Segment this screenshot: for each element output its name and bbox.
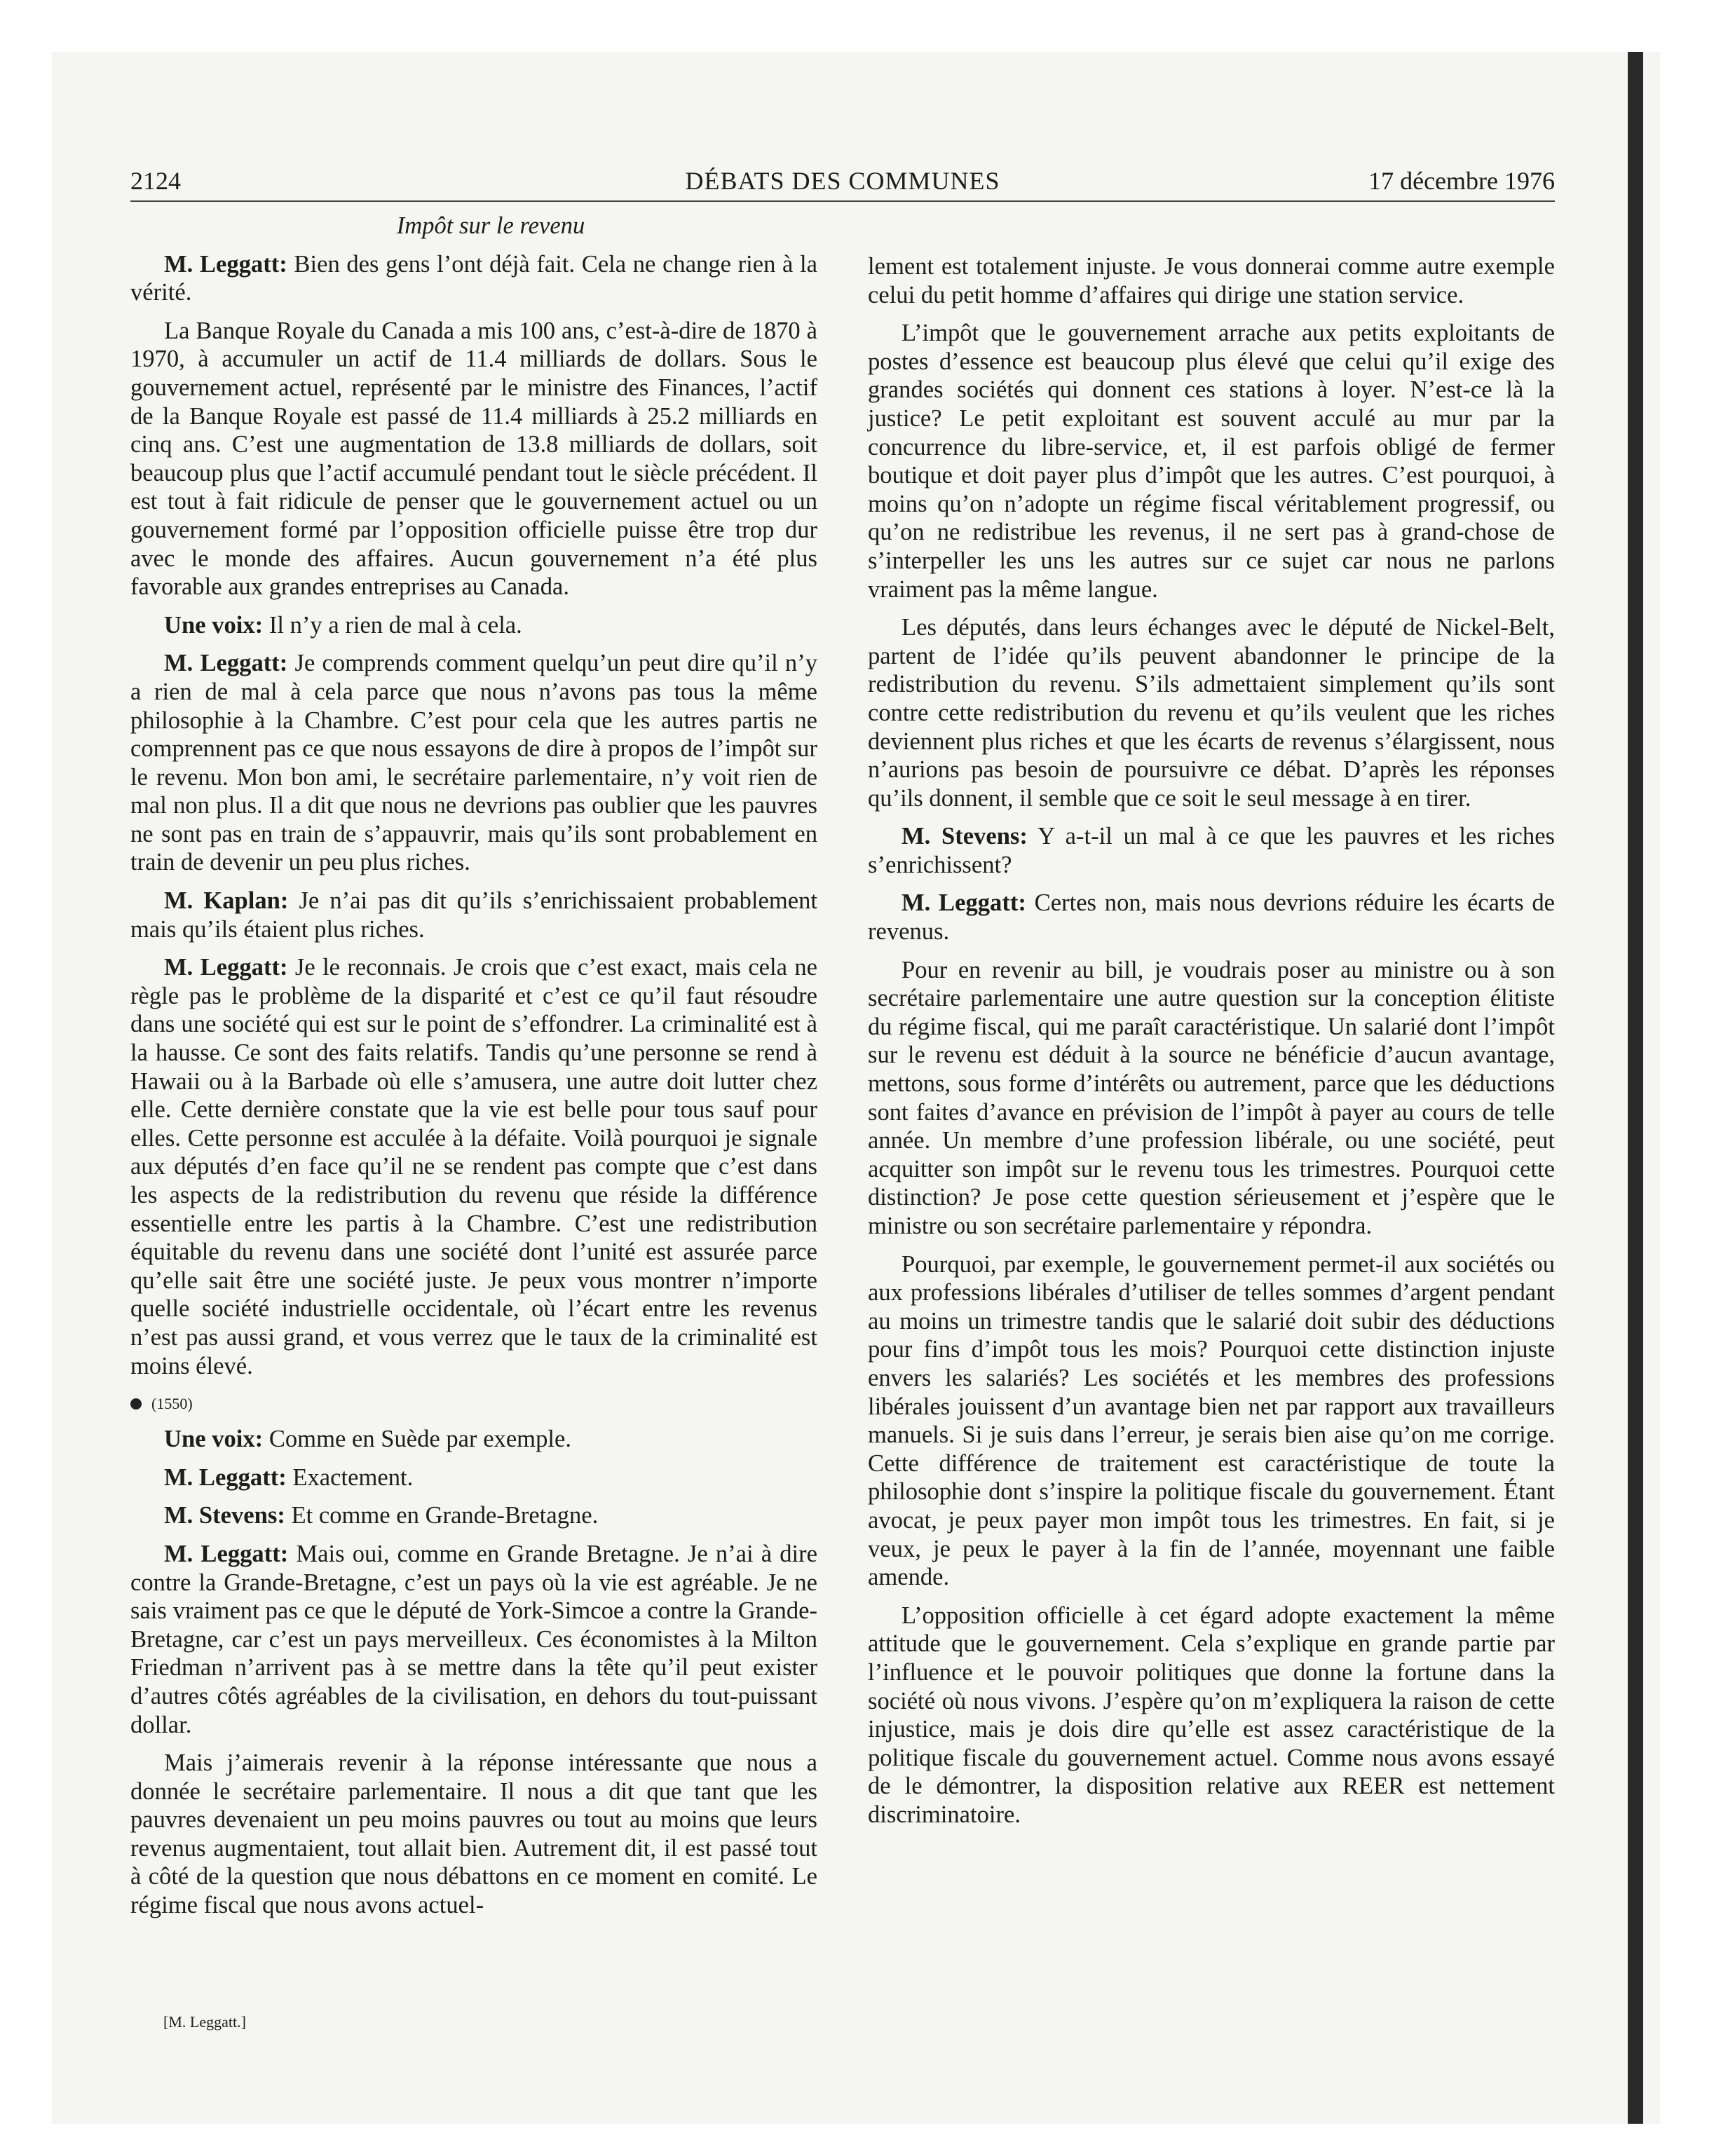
paragraph xyxy=(130,611,817,640)
paragraph xyxy=(130,250,817,307)
paragraph: Les députés, dans leurs échanges avec le député de Nickel-Belt, partent de l’idée qu’ils peuvent abandonner le principe de la redistribution du revenu. S’ils admettaient simplement qu’ils sont contre cette redistribution du revenu et qu’ils veulent que les riches deviennent plus riches et que les écarts de revenus s’élargissent, nous n’aurions pas besoin de poursuivre ce débat. D’après les réponses qu’ils donnent, il semble que ce soit le seul message à en tirer. xyxy=(868,614,1555,812)
page-date: 17 décembre 1976 xyxy=(1368,167,1555,195)
speaker-name: M. Stevens: xyxy=(901,823,1028,850)
paragraph-text: Je n’ai pas dit qu’ils s’enrichissaient probablement mais qu’ils étaient plus riches. xyxy=(130,887,817,943)
paragraph xyxy=(130,953,817,1380)
scan-edge-bar xyxy=(1628,52,1643,2124)
paragraph: La Banque Royale du Canada a mis 100 ans, c’est-à-dire de 1870 à 1970, à accumuler un actif de 11.4 milliards de dollars. Sous le gouvernement actuel, représenté par le ministre des Finances, l’actif de la Banque Royale est passé de 11.4 milliards à 25.2 milliards en cinq ans. C’est une augmentation de 13.8 milliards de dollars, soit beaucoup plus que l’actif accumulé pendant tout le siècle précédent. Il est tout à fait ridicule de penser que le gouvernement actuel ou un gouvernement formé par l’opposition officielle puisse être trop dur avec le monde des affaires. Aucun gouvernement n’a été plus favorable aux grandes entreprises au Canada. xyxy=(130,317,817,601)
paragraph xyxy=(130,649,817,877)
paragraph xyxy=(130,1501,817,1530)
paragraph xyxy=(868,822,1555,879)
header-rule xyxy=(130,200,1555,202)
page-header xyxy=(130,163,1555,199)
speaker-name: M. Leggatt: xyxy=(164,1464,287,1491)
paragraph-text: Et comme en Grande-Bretagne. xyxy=(285,1502,599,1529)
paragraph-text: Je comprends comment quelqu’un peut dire qu’il n’y a rien de mal à cela parce que nous n’avons pas tous la même philosophie à la Chambre. C’est pour cela que les autres partis ne comprennent pas ce que nous essayons de dire à propos de l’impôt sur le revenu. Mon bon ami, le secrétaire parlementaire, n’y voit rien de mal non plus. Il a dit que nous ne devrions pas oublier que les pauvres ne sont pas en train de s’appauvrir, mais qu’ils sont probablement en train de devenir un peu plus riches. xyxy=(130,650,818,876)
bullet-icon xyxy=(130,1398,142,1410)
paragraph-text: Bien des gens l’ont déjà fait. Cela ne change rien à la vérité. xyxy=(130,250,818,306)
paragraph: L’impôt que le gouvernement arrache aux petits exploitants de postes d’essence est beaucoup plus élevé que celui qu’il exige des grandes sociétés qui donnent ces stations à loyer. N’est-ce là la justice? Le petit exploitant est souvent acculé au mur par la concurrence du libre-service, et, il est parfois obligé de fermer boutique et doit payer plus d’impôt que les autres. C’est pourquoi, à moins qu’on n’adopte un régime fiscal véritablement progressif, ou qu’on ne redistribue les revenus, il ne sert pas à grand-chose de s’interpeller les uns les autres sur ce sujet car nous ne parlons vraiment pas la même langue. xyxy=(868,320,1555,603)
paragraph xyxy=(868,889,1555,946)
publication-title: DÉBATS DES COMMUNES xyxy=(685,167,1000,195)
speaker-name: M. Leggatt: xyxy=(164,954,288,981)
paragraph-text: Il n’y a rien de mal à cela. xyxy=(263,611,522,639)
paragraph xyxy=(130,887,817,943)
left-column xyxy=(130,212,817,1930)
page-number: 2124 xyxy=(130,167,181,195)
time-marker-text: (1550) xyxy=(151,1395,193,1413)
paragraph-text: Certes non, mais nous devrions réduire les écarts de revenus. xyxy=(868,889,1555,946)
paragraph: Pour en revenir au bill, je voudrais poser au ministre ou à son secrétaire parlementaire une autre question sur la conception élitiste du régime fiscal, qui me paraît caractéristique. Un salarié dont l’impôt sur le revenu est déduit à la source ne bénéficie d’aucun avantage, mettons, sous forme d’intérêts ou autrement, parce que les déductions sont faites d’avance en prévision de l’impôt à payer au cours de telle année. Un membre d’une profession libérale, ou une société, peut acquitter son impôt sur le revenu tous les trimestres. Pourquoi cette distinction? Je pose cette question sérieusement et j’espère que le ministre ou son secrétaire parlementaire y répondra. xyxy=(868,956,1555,1239)
paragraph xyxy=(130,1464,817,1492)
speaker-name: Une voix: xyxy=(164,611,264,639)
paragraph-text: Y a-t-il un mal à ce que les pauvres et les riches s’enrichissent? xyxy=(868,823,1556,878)
paragraph-text: Mais oui, comme en Grande Bretagne. Je n’ai à dire contre la Grande-Bretagne, c’est un pays où la vie est agréable. Je ne sais vraiment pas ce que le député de York-Simcoe a contre la Grande-Bretagne, car c’est un pays merveilleux. Ces économistes à la Milton Friedman n’arrivent pas à se mettre dans la tête qu’il peut exister d’autres côtés agréables de la civilisation, en dehors du tout-puissant dollar. xyxy=(130,1540,817,1738)
paragraph-text: Comme en Suède par exemple. xyxy=(263,1426,571,1453)
speaker-name: M. Leggatt: xyxy=(164,1540,289,1567)
paragraph xyxy=(130,1425,817,1454)
time-marker xyxy=(130,1390,817,1418)
paragraph xyxy=(130,1540,817,1739)
speaker-footer: [M. Leggatt.] xyxy=(163,2013,246,2031)
section-title: Impôt sur le revenu xyxy=(396,212,585,239)
speaker-name: M. Leggatt: xyxy=(901,889,1026,917)
paragraph-text: Je le reconnais. Je crois que c’est exact, mais cela ne règle pas le problème de la disparité et c’est ce qu’il faut résoudre dans une société qui est sur le point de s’effondrer. La criminalité est à la hausse. Ce sont des faits relatifs. Tandis qu’une personne se rend à Hawaii ou à la Barbade où elle s’amusera, une autre doit lutter chez elle. Cette dernière constate que la vie est belle pour tous sauf pour elles. Cette personne est acculée à la défaite. Voilà pourquoi je signale aux députés d’en face qu’il ne se rendent pas compte que c’est dans les aspects de la redistribution du revenu que réside la différence essentielle entre les partis à la Chambre. C’est une redistribution équitable du revenu dans une société dont l’unité est assurée parce qu’elle sait être une société juste. Je peux vous montrer n’importe quelle société industrielle occidentale, où l’écart entre les revenus n’est pas aussi grand, et vous verrez que le taux de la criminalité est moins élevé. xyxy=(130,954,818,1379)
speaker-name: M. Kaplan: xyxy=(164,887,289,915)
paragraph: Mais j’aimerais revenir à la réponse intéressante que nous a donnée le secrétaire parlementaire. Il nous a dit que tant que les pauvres devenaient un peu moins pauvres ou tout au moins que leurs revenus augmentaient, tout allait bien. Autrement dit, il est passé tout à côté de la question que nous débattons en ce moment en comité. Le régime fiscal que nous avons actuel- xyxy=(130,1749,817,1919)
paragraph: Pourquoi, par exemple, le gouvernement permet-il aux sociétés ou aux professions libérales d’utiliser de telles sommes d’argent pendant au moins un trimestre tandis que le salarié doit subir des déductions pour fins d’impôt tous les mois? Pourquoi cette distinction injuste envers les salariés? Les sociétés et les membres des professions libérales jouissent d’un avantage bien net par rapport aux travailleurs manuels. Si je suis dans l’erreur, je serais bien aise qu’on me corrige. Cette différence de traitement est caractéristique de toute la philosophie dont s’inspire la politique fiscale du gouvernement. Étant avocat, je peux payer mon impôt tous les trimestres. En fait, si je veux, je peux le payer à la fin de l’année, moyennant une faible amende. xyxy=(868,1250,1555,1591)
speaker-name: Une voix: xyxy=(164,1426,264,1453)
speaker-name: M. Leggatt: xyxy=(164,650,288,677)
paragraph-text: Exactement. xyxy=(286,1464,414,1491)
paragraph: lement est totalement injuste. Je vous donnerai comme autre exemple celui du petit homme d’affaires qui dirige une station service. xyxy=(868,253,1555,308)
paragraph: L’opposition officielle à cet égard adopte exactement la même attitude que le gouvernement. Cela s’explique en grande partie par l’influence et le pouvoir politiques que donne la fortune dans la société où nous vivons. J’espère qu’on m’expliquera la raison de cette injustice, mais je dois dire qu’elle est assez caractéristique de la politique fiscale du gouvernement actuel. Comme nous avons essayé de le démontrer, la disposition relative aux REER est nettement discriminatoire. xyxy=(868,1602,1555,1828)
speaker-name: M. Stevens: xyxy=(164,1502,285,1529)
speaker-name: M. Leggatt: xyxy=(164,250,287,278)
right-column xyxy=(868,252,1555,1838)
